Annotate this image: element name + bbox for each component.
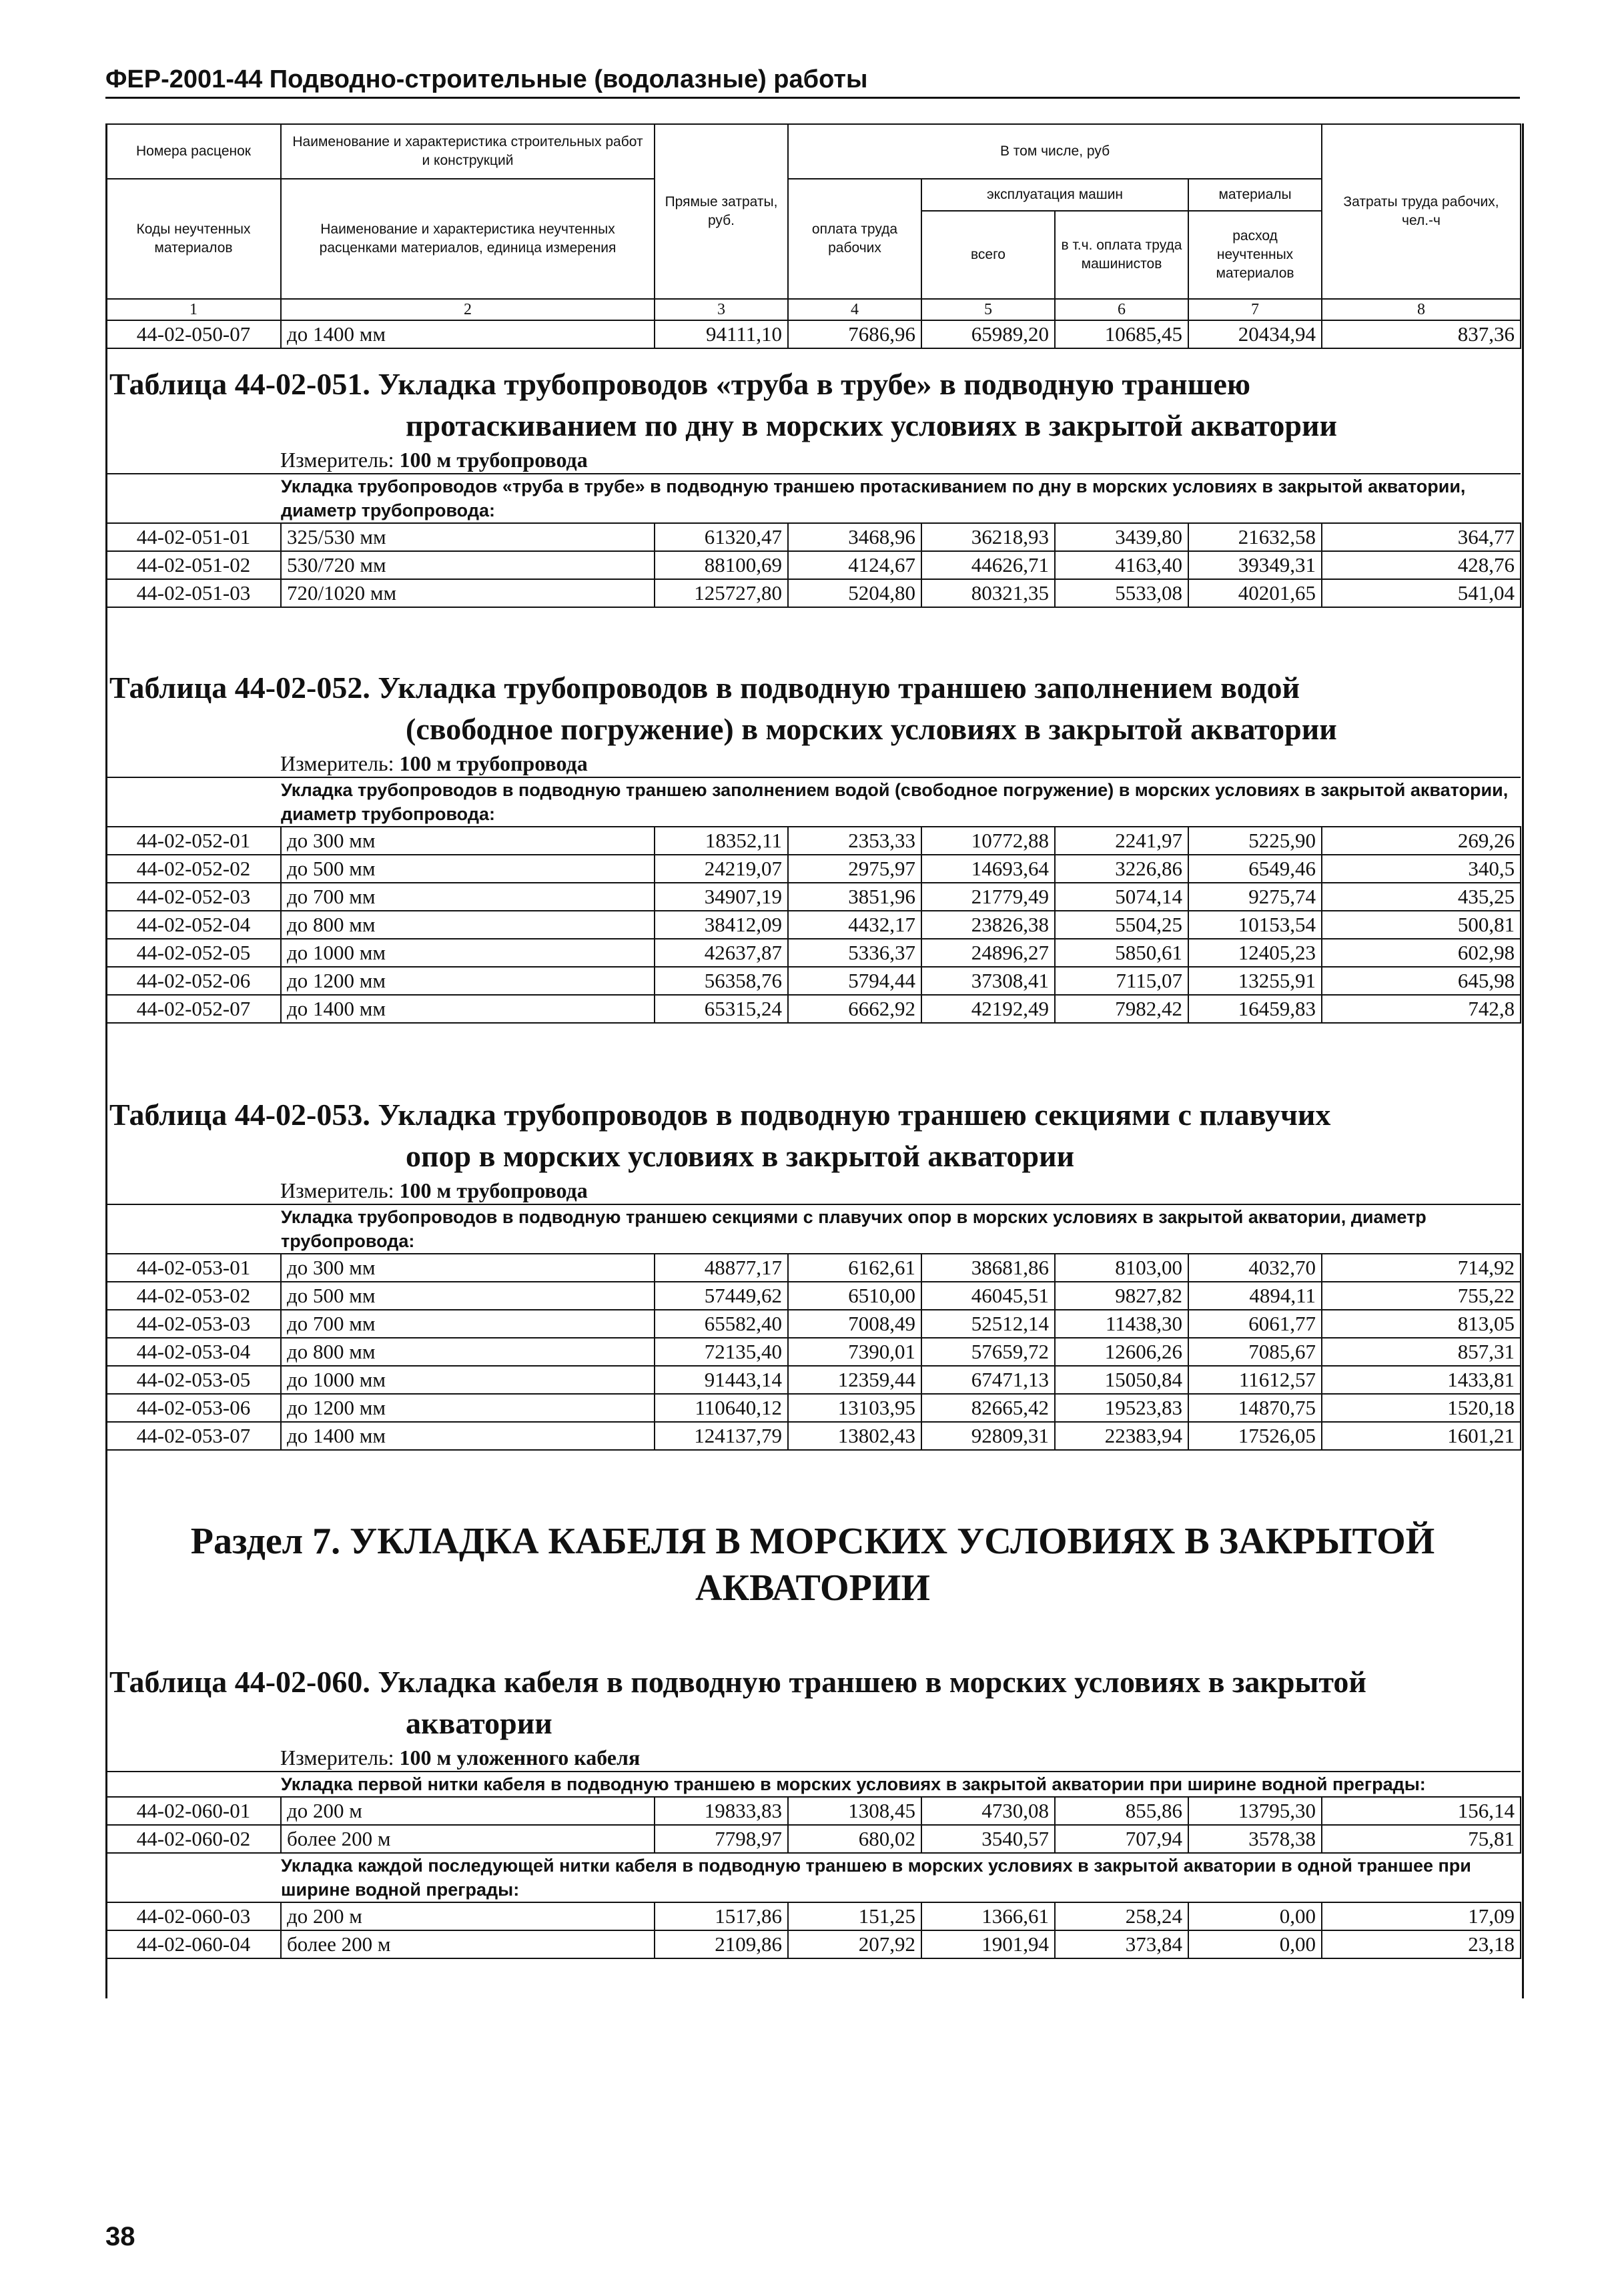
cell-value: 36218,93 (921, 523, 1055, 551)
cell-value: 6061,77 (1188, 1310, 1322, 1338)
cell-value: 7798,97 (655, 1825, 788, 1853)
cell-code: 44-02-051-01 (106, 523, 281, 551)
group-title-row (106, 474, 1521, 523)
cell-value: 207,92 (788, 1930, 921, 1958)
cell-value: 92809,31 (921, 1422, 1055, 1450)
cell-value: 38681,86 (921, 1254, 1055, 1282)
cell-value: 7085,67 (1188, 1338, 1322, 1366)
table-row (106, 1254, 1521, 1282)
table-row (106, 855, 1521, 883)
group-title: Укладка первой нитки кабеля в подводную траншею в морских условиях в закрытой акватории при ширине водной преграды: (106, 1772, 1521, 1797)
cell-value: 80321,35 (921, 579, 1055, 607)
cell-value: 5504,25 (1055, 911, 1188, 939)
cell-code: 44-02-053-02 (106, 1282, 281, 1310)
cell-value: 3226,86 (1055, 855, 1188, 883)
col-header-expl: эксплуатация машин (921, 179, 1188, 211)
cell-value: 91443,14 (655, 1366, 788, 1394)
group-title: Укладка трубопроводов «труба в трубе» в подводную траншею протаскиванием по дну в морских условиях в закрытой акватории, диаметр трубопровода: (106, 474, 1521, 523)
cell-value: 602,98 (1322, 939, 1521, 967)
cell-value: 42637,87 (655, 939, 788, 967)
cell-value: 2241,97 (1055, 827, 1188, 855)
col-index: 1 (106, 299, 281, 320)
cell-name: до 300 мм (281, 827, 655, 855)
cell-value: 151,25 (788, 1902, 921, 1930)
col-index: 2 (281, 299, 655, 320)
col-header-6: в т.ч. оплата труда машинистов (1055, 211, 1188, 299)
cell-value: 4032,70 (1188, 1254, 1322, 1282)
cell-value: 56358,76 (655, 967, 788, 995)
cell-value: 11438,30 (1055, 1310, 1188, 1338)
cell-value: 1517,86 (655, 1902, 788, 1930)
table-row (106, 827, 1521, 855)
cell-value: 13795,30 (1188, 1797, 1322, 1825)
cell-value: 3439,80 (1055, 523, 1188, 551)
cell-value: 23,18 (1322, 1930, 1521, 1958)
cell-name: до 1000 мм (281, 939, 655, 967)
cell-value: 373,84 (1055, 1930, 1188, 1958)
cell-value: 680,02 (788, 1825, 921, 1853)
cell-code: 44-02-050-07 (106, 320, 281, 348)
cell-code: 44-02-052-06 (106, 967, 281, 995)
unit-line (105, 750, 1520, 777)
cell-value: 40201,65 (1188, 579, 1322, 607)
col-index: 4 (788, 299, 921, 320)
unit-value: 100 м трубопровода (399, 448, 588, 472)
cell-value: 4730,08 (921, 1797, 1055, 1825)
cell-value: 38412,09 (655, 911, 788, 939)
cell-name: до 200 м (281, 1797, 655, 1825)
group-title: Укладка каждой последующей нитки кабеля в подводную траншею в морских условиях в закрытой акватории в одной траншее при ширине водной преграды: (106, 1853, 1521, 1902)
col-header-3: Прямые затраты, руб. (655, 124, 788, 299)
cell-code: 44-02-060-03 (106, 1902, 281, 1930)
cell-value: 5794,44 (788, 967, 921, 995)
cell-value: 61320,47 (655, 523, 788, 551)
cell-code: 44-02-053-04 (106, 1338, 281, 1366)
col-header-1-top: Номера расценок (106, 124, 281, 179)
cell-value: 82665,42 (921, 1394, 1055, 1422)
cell-name: до 700 мм (281, 883, 655, 911)
unit-label: Измеритель: (280, 751, 394, 775)
cell-value: 67471,13 (921, 1366, 1055, 1394)
cell-value: 57659,72 (921, 1338, 1055, 1366)
cell-value: 39349,31 (1188, 551, 1322, 579)
table-title-line-2: опор в морских условиях в закрытой акватории (406, 1139, 1075, 1173)
cell-name: до 800 мм (281, 1338, 655, 1366)
cell-value: 7008,49 (788, 1310, 921, 1338)
cell-value: 42192,49 (921, 995, 1055, 1023)
cell-value: 12405,23 (1188, 939, 1322, 967)
cell-code: 44-02-051-03 (106, 579, 281, 607)
cell-value: 7115,07 (1055, 967, 1188, 995)
part-title (105, 1518, 1520, 1611)
table-title-line-2: (свободное погружение) в морских условиях в закрытой акватории (406, 712, 1337, 746)
cell-value: 19833,83 (655, 1797, 788, 1825)
cell-value: 8103,00 (1055, 1254, 1188, 1282)
cell-name: более 200 м (281, 1825, 655, 1853)
table-row (106, 320, 1521, 348)
cell-value: 755,22 (1322, 1282, 1521, 1310)
cell-name: до 500 мм (281, 855, 655, 883)
cell-value: 14693,64 (921, 855, 1055, 883)
unit-value: 100 м уложенного кабеля (399, 1746, 641, 1770)
cell-value: 13103,95 (788, 1394, 921, 1422)
cell-value: 269,26 (1322, 827, 1521, 855)
table-row (106, 967, 1521, 995)
cell-value: 541,04 (1322, 579, 1521, 607)
cell-name: до 1400 мм (281, 1422, 655, 1450)
cell-name: до 500 мм (281, 1282, 655, 1310)
cell-value: 13802,43 (788, 1422, 921, 1450)
cell-value: 364,77 (1322, 523, 1521, 551)
cell-value: 258,24 (1055, 1902, 1188, 1930)
group-title-row (106, 777, 1521, 827)
cell-value: 48877,17 (655, 1254, 788, 1282)
cell-value: 3468,96 (788, 523, 921, 551)
cell-value: 7686,96 (788, 320, 921, 348)
cell-value: 4124,67 (788, 551, 921, 579)
cell-value: 65989,20 (921, 320, 1055, 348)
table-title (105, 667, 1520, 750)
part-title-line-2: АКВАТОРИИ (695, 1567, 930, 1609)
cell-value: 7982,42 (1055, 995, 1188, 1023)
column-header-table (105, 123, 1521, 349)
cell-value: 435,25 (1322, 883, 1521, 911)
rates-table (105, 473, 1521, 608)
cell-value: 813,05 (1322, 1310, 1521, 1338)
cell-name: до 1400 мм (281, 320, 655, 348)
cell-value: 855,86 (1055, 1797, 1188, 1825)
cell-value: 10153,54 (1188, 911, 1322, 939)
cell-value: 19523,83 (1055, 1394, 1188, 1422)
cell-name: до 800 мм (281, 911, 655, 939)
cell-value: 5074,14 (1055, 883, 1188, 911)
cell-value: 24896,27 (921, 939, 1055, 967)
cell-value: 5336,37 (788, 939, 921, 967)
cell-name: до 1200 мм (281, 1394, 655, 1422)
table-title-line-1: Таблица 44-02-051. Укладка трубопроводов «труба в трубе» в подводную траншею (109, 367, 1251, 401)
cell-value: 21779,49 (921, 883, 1055, 911)
cell-value: 110640,12 (655, 1394, 788, 1422)
table-row (106, 911, 1521, 939)
col-header-2-top: Наименование и характеристика строительных работ и конструкций (281, 124, 655, 179)
cell-value: 2975,97 (788, 855, 921, 883)
table-row (106, 1930, 1521, 1958)
unit-line (105, 1177, 1520, 1204)
cell-value: 3578,38 (1188, 1825, 1322, 1853)
cell-value: 6662,92 (788, 995, 921, 1023)
group-title-row (106, 1204, 1521, 1254)
part-title-line-1: Раздел 7. УКЛАДКА КАБЕЛЯ В МОРСКИХ УСЛОВИЯХ В ЗАКРЫТОЙ (190, 1521, 1435, 1562)
group-title-row (106, 1772, 1521, 1797)
unit-label: Измеритель: (280, 1178, 394, 1202)
cell-value: 714,92 (1322, 1254, 1521, 1282)
cell-code: 44-02-051-02 (106, 551, 281, 579)
unit-line (105, 1744, 1520, 1771)
table-row (106, 883, 1521, 911)
cell-code: 44-02-053-06 (106, 1394, 281, 1422)
table-title-line-1: Таблица 44-02-053. Укладка трубопроводов в подводную траншею секциями с плавучих (109, 1098, 1331, 1132)
table-row (106, 1422, 1521, 1450)
col-header-1-bottom: Коды неучтенных материалов (106, 179, 281, 299)
cell-value: 12359,44 (788, 1366, 921, 1394)
table-title-line-1: Таблица 44-02-052. Укладка трубопроводов в подводную траншею заполнением водой (109, 671, 1300, 705)
cell-value: 20434,94 (1188, 320, 1322, 348)
cell-code: 44-02-052-03 (106, 883, 281, 911)
cell-value: 645,98 (1322, 967, 1521, 995)
cell-value: 156,14 (1322, 1797, 1521, 1825)
cell-name: до 1200 мм (281, 967, 655, 995)
table-row (106, 551, 1521, 579)
cell-value: 13255,91 (1188, 967, 1322, 995)
cell-value: 44626,71 (921, 551, 1055, 579)
cell-value: 18352,11 (655, 827, 788, 855)
cell-value: 4432,17 (788, 911, 921, 939)
cell-code: 44-02-053-05 (106, 1366, 281, 1394)
cell-value: 428,76 (1322, 551, 1521, 579)
table-block-053 (105, 1094, 1520, 1451)
cell-value: 125727,80 (655, 579, 788, 607)
cell-code: 44-02-053-03 (106, 1310, 281, 1338)
table-block-052 (105, 667, 1520, 1024)
cell-code: 44-02-053-07 (106, 1422, 281, 1450)
cell-value: 14870,75 (1188, 1394, 1322, 1422)
cell-value: 3540,57 (921, 1825, 1055, 1853)
col-index: 6 (1055, 299, 1188, 320)
cell-value: 1901,94 (921, 1930, 1055, 1958)
cell-value: 16459,83 (1188, 995, 1322, 1023)
cell-value: 57449,62 (655, 1282, 788, 1310)
cell-name: 325/530 мм (281, 523, 655, 551)
cell-value: 11612,57 (1188, 1366, 1322, 1394)
cell-code: 44-02-052-01 (106, 827, 281, 855)
unit-label: Измеритель: (280, 448, 394, 472)
unit-value: 100 м трубопровода (399, 751, 588, 775)
table-title-line-2: протаскиванием по дну в морских условиях в закрытой акватории (406, 408, 1337, 442)
cell-name: 720/1020 мм (281, 579, 655, 607)
cell-value: 10685,45 (1055, 320, 1188, 348)
cell-value: 6549,46 (1188, 855, 1322, 883)
cell-value: 75,81 (1322, 1825, 1521, 1853)
cell-code: 44-02-052-05 (106, 939, 281, 967)
cell-value: 0,00 (1188, 1930, 1322, 1958)
cell-code: 44-02-052-07 (106, 995, 281, 1023)
cell-name: до 1000 мм (281, 1366, 655, 1394)
table-row (106, 579, 1521, 607)
table-title-line-1: Таблица 44-02-060. Укладка кабеля в подводную траншею в морских условиях в закрытой (109, 1665, 1366, 1699)
cell-value: 4163,40 (1055, 551, 1188, 579)
cell-value: 5225,90 (1188, 827, 1322, 855)
col-header-materials: материалы (1188, 179, 1322, 211)
cell-value: 22383,94 (1055, 1422, 1188, 1450)
table-row (106, 939, 1521, 967)
cell-value: 1520,18 (1322, 1394, 1521, 1422)
col-header-5: всего (921, 211, 1055, 299)
table-row (106, 995, 1521, 1023)
page-number: 38 (105, 2222, 135, 2251)
col-index: 7 (1188, 299, 1322, 320)
cell-value: 1308,45 (788, 1797, 921, 1825)
table-title (105, 1661, 1520, 1744)
cell-value: 5850,61 (1055, 939, 1188, 967)
group-title-row (106, 1853, 1521, 1902)
rates-table (105, 1204, 1521, 1451)
table-row (106, 1310, 1521, 1338)
column-index-row (106, 299, 1521, 320)
table-row (106, 1338, 1521, 1366)
cell-value: 3851,96 (788, 883, 921, 911)
unit-label: Измеритель: (280, 1746, 394, 1770)
cell-code: 44-02-060-01 (106, 1797, 281, 1825)
table-row (106, 1366, 1521, 1394)
cell-value: 46045,51 (921, 1282, 1055, 1310)
cell-value: 2353,33 (788, 827, 921, 855)
cell-value: 857,31 (1322, 1338, 1521, 1366)
cell-value: 88100,69 (655, 551, 788, 579)
cell-value: 65582,40 (655, 1310, 788, 1338)
table-row (106, 523, 1521, 551)
table-block-051 (105, 364, 1520, 608)
cell-value: 707,94 (1055, 1825, 1188, 1853)
cell-value: 23826,38 (921, 911, 1055, 939)
cell-value: 10772,88 (921, 827, 1055, 855)
col-header-2-bottom: Наименование и характеристика неучтенных расценками материалов, единица измерения (281, 179, 655, 299)
table-title (105, 1094, 1520, 1177)
cell-value: 4894,11 (1188, 1282, 1322, 1310)
col-header-incl: В том числе, руб (788, 124, 1322, 179)
cell-code: 44-02-060-04 (106, 1930, 281, 1958)
table-block-060 (105, 1661, 1520, 1959)
rates-table (105, 1771, 1521, 1959)
cell-value: 21632,58 (1188, 523, 1322, 551)
cell-value: 340,5 (1322, 855, 1521, 883)
col-header-7: расход неучтенных материалов (1188, 211, 1322, 299)
cell-value: 65315,24 (655, 995, 788, 1023)
cell-value: 500,81 (1322, 911, 1521, 939)
cell-name: более 200 м (281, 1930, 655, 1958)
cell-name: до 300 мм (281, 1254, 655, 1282)
table-title (105, 364, 1520, 446)
cell-value: 1601,21 (1322, 1422, 1521, 1450)
cell-value: 52512,14 (921, 1310, 1055, 1338)
cell-value: 1366,61 (921, 1902, 1055, 1930)
col-index: 5 (921, 299, 1055, 320)
cell-value: 6510,00 (788, 1282, 921, 1310)
cell-value: 9275,74 (1188, 883, 1322, 911)
running-header: ФЕР-2001-44 Подводно-строительные (водолазные) работы (105, 65, 1520, 99)
table-row (106, 1394, 1521, 1422)
group-title: Укладка трубопроводов в подводную траншею секциями с плавучих опор в морских условиях в закрытой акватории, диаметр трубопровода: (106, 1204, 1521, 1254)
col-header-8: Затраты труда рабочих, чел.-ч (1322, 124, 1521, 299)
cell-value: 5533,08 (1055, 579, 1188, 607)
cell-value: 15050,84 (1055, 1366, 1188, 1394)
unit-value: 100 м трубопровода (399, 1178, 588, 1202)
cell-code: 44-02-053-01 (106, 1254, 281, 1282)
col-index: 8 (1322, 299, 1521, 320)
cell-value: 17,09 (1322, 1902, 1521, 1930)
col-header-4: оплата труда рабочих (788, 179, 921, 299)
cell-name: до 1400 мм (281, 995, 655, 1023)
cell-value: 24219,07 (655, 855, 788, 883)
cell-value: 17526,05 (1188, 1422, 1322, 1450)
cell-value: 5204,80 (788, 579, 921, 607)
cell-value: 6162,61 (788, 1254, 921, 1282)
group-title: Укладка трубопроводов в подводную траншею заполнением водой (свободное погружение) в морских условиях в закрытой акватории, диаметр трубопровода: (106, 777, 1521, 827)
table-row (106, 1902, 1521, 1930)
table-row (106, 1825, 1521, 1853)
column-header-block (105, 123, 1520, 349)
cell-value: 124137,79 (655, 1422, 788, 1450)
cell-value: 94111,10 (655, 320, 788, 348)
table-title-line-2: акватории (406, 1706, 552, 1740)
cell-value: 1433,81 (1322, 1366, 1521, 1394)
cell-name: до 200 м (281, 1902, 655, 1930)
cell-value: 7390,01 (788, 1338, 921, 1366)
cell-value: 12606,26 (1055, 1338, 1188, 1366)
cell-value: 9827,82 (1055, 1282, 1188, 1310)
cell-name: до 700 мм (281, 1310, 655, 1338)
table-row (106, 1282, 1521, 1310)
cell-code: 44-02-060-02 (106, 1825, 281, 1853)
cell-value: 742,8 (1322, 995, 1521, 1023)
col-index: 3 (655, 299, 788, 320)
cell-value: 34907,19 (655, 883, 788, 911)
cell-value: 37308,41 (921, 967, 1055, 995)
cell-name: 530/720 мм (281, 551, 655, 579)
cell-value: 2109,86 (655, 1930, 788, 1958)
cell-code: 44-02-052-04 (106, 911, 281, 939)
table-row (106, 1797, 1521, 1825)
cell-value: 72135,40 (655, 1338, 788, 1366)
rates-table (105, 777, 1521, 1024)
unit-line (105, 446, 1520, 473)
cell-value: 0,00 (1188, 1902, 1322, 1930)
cell-value: 837,36 (1322, 320, 1521, 348)
cell-code: 44-02-052-02 (106, 855, 281, 883)
